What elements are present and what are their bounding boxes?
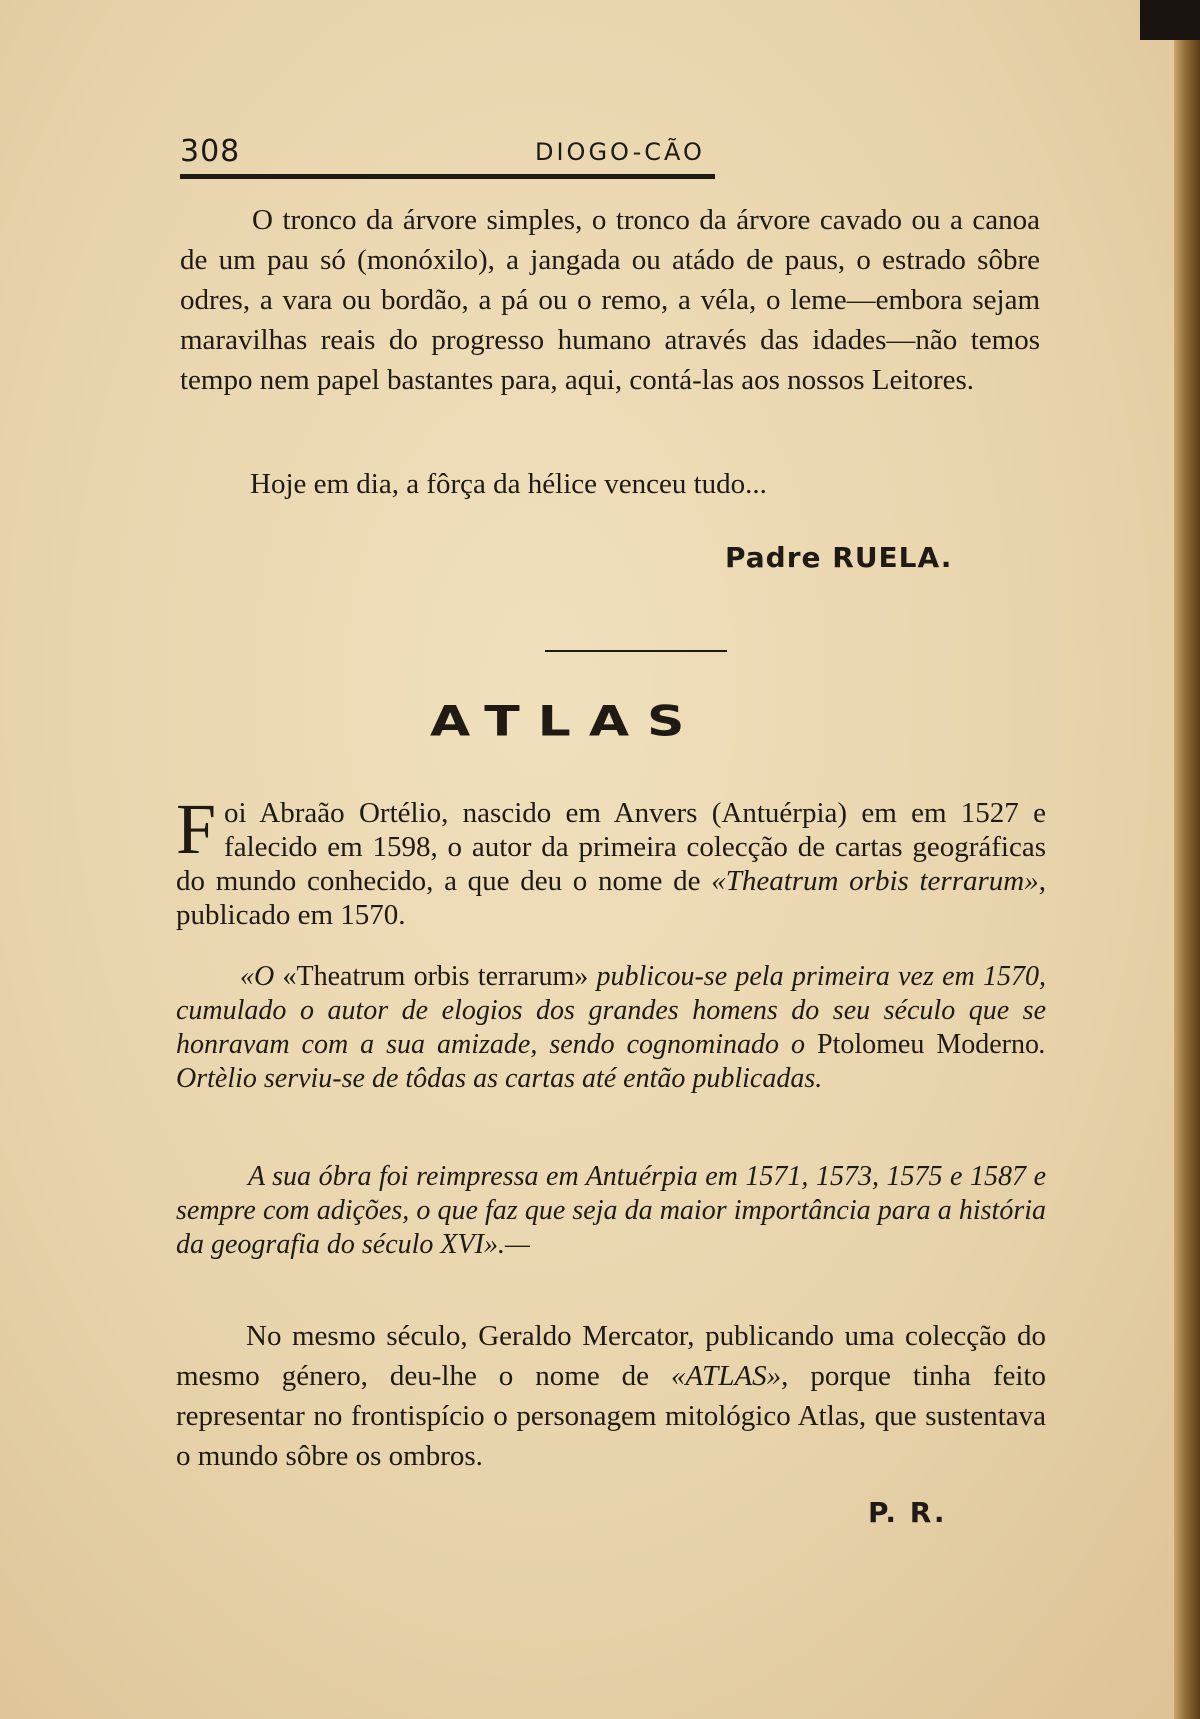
- running-title: DIOGO-CÃO: [535, 138, 705, 166]
- quote-paragraph1: [176, 960, 1046, 1096]
- drop-cap: F: [176, 789, 217, 869]
- author-initials: P. R.: [868, 1496, 947, 1529]
- quote1-nickname: Ptolomeu Moderno: [817, 1029, 1039, 1060]
- section-title: ATLAS: [430, 698, 703, 746]
- article2-paragraph3: [176, 1316, 1046, 1476]
- paragraph3-atlas: «ATLAS»: [671, 1360, 782, 1392]
- intro-text: oi Abraão Ortélio, nascido em Anvers (Antuérpia) em em 1527 e falecido em 1598, o autor da primeira colecção de cartas geográficas do mundo conhecido, a que deu o nome de: [176, 797, 1046, 897]
- quote1-end: . Ortèlio serviu-se de tôdas as cartas até então publicadas.: [176, 1029, 1046, 1094]
- article1-paragraph2: Hoje em dia, a fôrça da hélice venceu tudo...: [250, 468, 767, 500]
- page-number: 308: [180, 134, 241, 169]
- article1-paragraph1: O tronco da árvore simples, o tronco da árvore cavado ou a canoa de um pau só (monóxilo), a jangada ou atádo de paus, o estrado sôbre odres, a vara ou bordão, a pá ou o remo, a véla, o leme—embora sejam maravilhas reais do progresso humano através das idades—não temos tempo nem papel bastantes para, aqui, contá-las aos nossos Leitores.: [180, 204, 1040, 396]
- scan-corner: [1140, 0, 1200, 40]
- author-signature: Padre RUELA.: [725, 541, 953, 574]
- intro-work-title: «Theatrum orbis terrarum»: [711, 865, 1039, 897]
- page-edge: [1174, 0, 1200, 1719]
- section-separator: [545, 650, 727, 652]
- page-header: [180, 130, 720, 172]
- quote-paragraph2: A sua óbra foi reimpressa em Antuérpia em 1571, 1573, 1575 e 1587 e sempre com adições, o que faz que seja da maior importância para a história da geografia do século XVI».—: [176, 1161, 1046, 1260]
- paragraph3-end: , porque tinha feito representar no frontispício o personagem mitológico Atlas, que sustentava o mundo sôbre os ombros.: [176, 1360, 1046, 1472]
- quote1-text: publicou-se pela primeira vez em 1570, cumulado o autor de elogios dos grandes homens do seu século que se honravam com a sua amizade, sendo cognominado o: [176, 961, 1046, 1060]
- atlas-intro-paragraph: [176, 789, 1046, 932]
- paragraph3-text: No mesmo século, Geraldo Mercator, publicando uma colecção do mesmo género, deu-lhe o nome de: [176, 1320, 1046, 1392]
- header-rule: [180, 174, 715, 179]
- quote1-open: «O: [240, 961, 283, 992]
- intro-end: , publicado em 1570.: [176, 865, 1046, 931]
- quote1-work-title: «Theatrum orbis terrarum»: [282, 961, 589, 992]
